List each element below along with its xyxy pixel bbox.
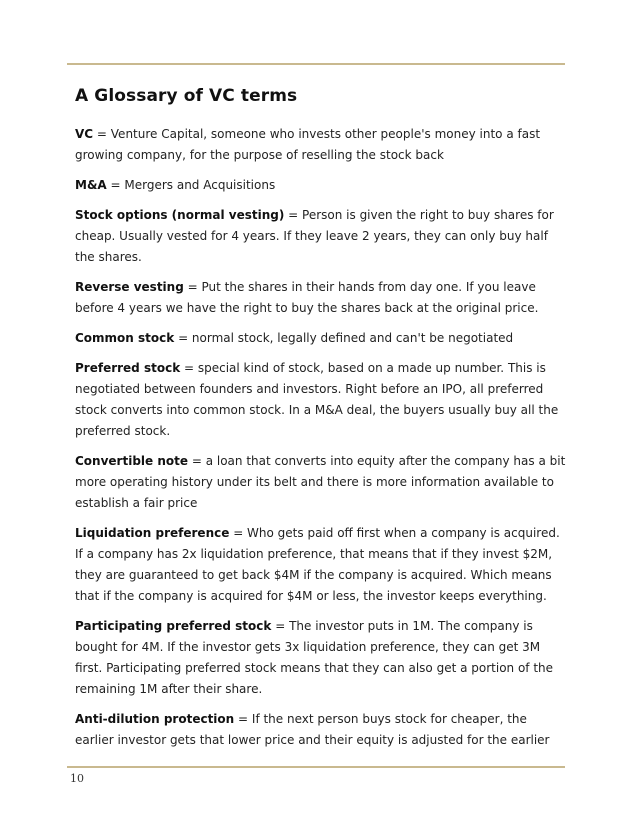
glossary-term: Stock options (normal vesting) [75,208,285,222]
glossary-entry-convertible-note [75,451,567,514]
glossary-term: Preferred stock [75,361,181,375]
glossary-definition: = special kind of stock, based on a made up number. This is negotiated between founders and investors. Right before an IPO, all preferred stock converts into common stock. In a M&A deal, the buyers usually buy all the preferred stock. [75,361,559,438]
top-rule [67,63,565,65]
glossary-term: Anti-dilution protection [75,712,235,726]
glossary-entry-liquidation-preference [75,523,567,607]
glossary-term: Participating preferred stock [75,619,272,633]
glossary-term: M&A [75,178,107,192]
glossary-entry-stock-options [75,205,567,268]
glossary-term: Convertible note [75,454,189,468]
bottom-rule [67,766,565,768]
glossary-term: VC [75,127,94,141]
page-title: A Glossary of VC terms [75,86,298,106]
glossary-entry-vc [75,124,567,166]
glossary-term: Liquidation preference [75,526,230,540]
glossary-entry-participating-preferred-stock [75,616,567,700]
glossary-definition: = If the next person buys stock for cheaper, the earlier investor gets that lower price and their equity is adjusted for the earlier [75,712,550,747]
glossary-definition: = Mergers and Acquisitions [106,178,276,192]
glossary-list [75,124,567,760]
glossary-definition: = Person is given the right to buy shares for cheap. Usually vested for 4 years. If they leave 2 years, they can only buy half the shares. [75,208,554,264]
glossary-definition: = Put the shares in their hands from day one. If you leave before 4 years we have the right to buy the shares back at the original price. [75,280,539,315]
glossary-entry-anti-dilution-protection [75,709,567,751]
page-number: 10 [70,772,84,785]
glossary-definition: = The investor puts in 1M. The company is bought for 4M. If the investor gets 3x liquidation preference, they can get 3M first. Participating preferred stock means that they can also get a portion of the remaining 1M after their share. [75,619,554,696]
glossary-term: Reverse vesting [75,280,184,294]
glossary-definition: = Who gets paid off first when a company is acquired. If a company has 2x liquidation preference, that means that if they invest $2M, they are guaranteed to get back $4M if the company is acquired. Which means that if the company is acquired for $4M or less, the investor keeps everything. [75,526,560,603]
glossary-entry-common-stock [75,328,567,349]
glossary-entry-preferred-stock [75,358,567,442]
glossary-definition: = normal stock, legally defined and can't be negotiated [174,331,514,345]
glossary-entry-m-and-a [75,175,567,196]
glossary-definition: = Venture Capital, someone who invests other people's money into a fast growing company, for the purpose of reselling the stock back [75,127,541,162]
glossary-term: Common stock [75,331,175,345]
glossary-entry-reverse-vesting [75,277,567,319]
glossary-definition: = a loan that converts into equity after the company has a bit more operating history under its belt and there is more information available to establish a fair price [75,454,566,510]
